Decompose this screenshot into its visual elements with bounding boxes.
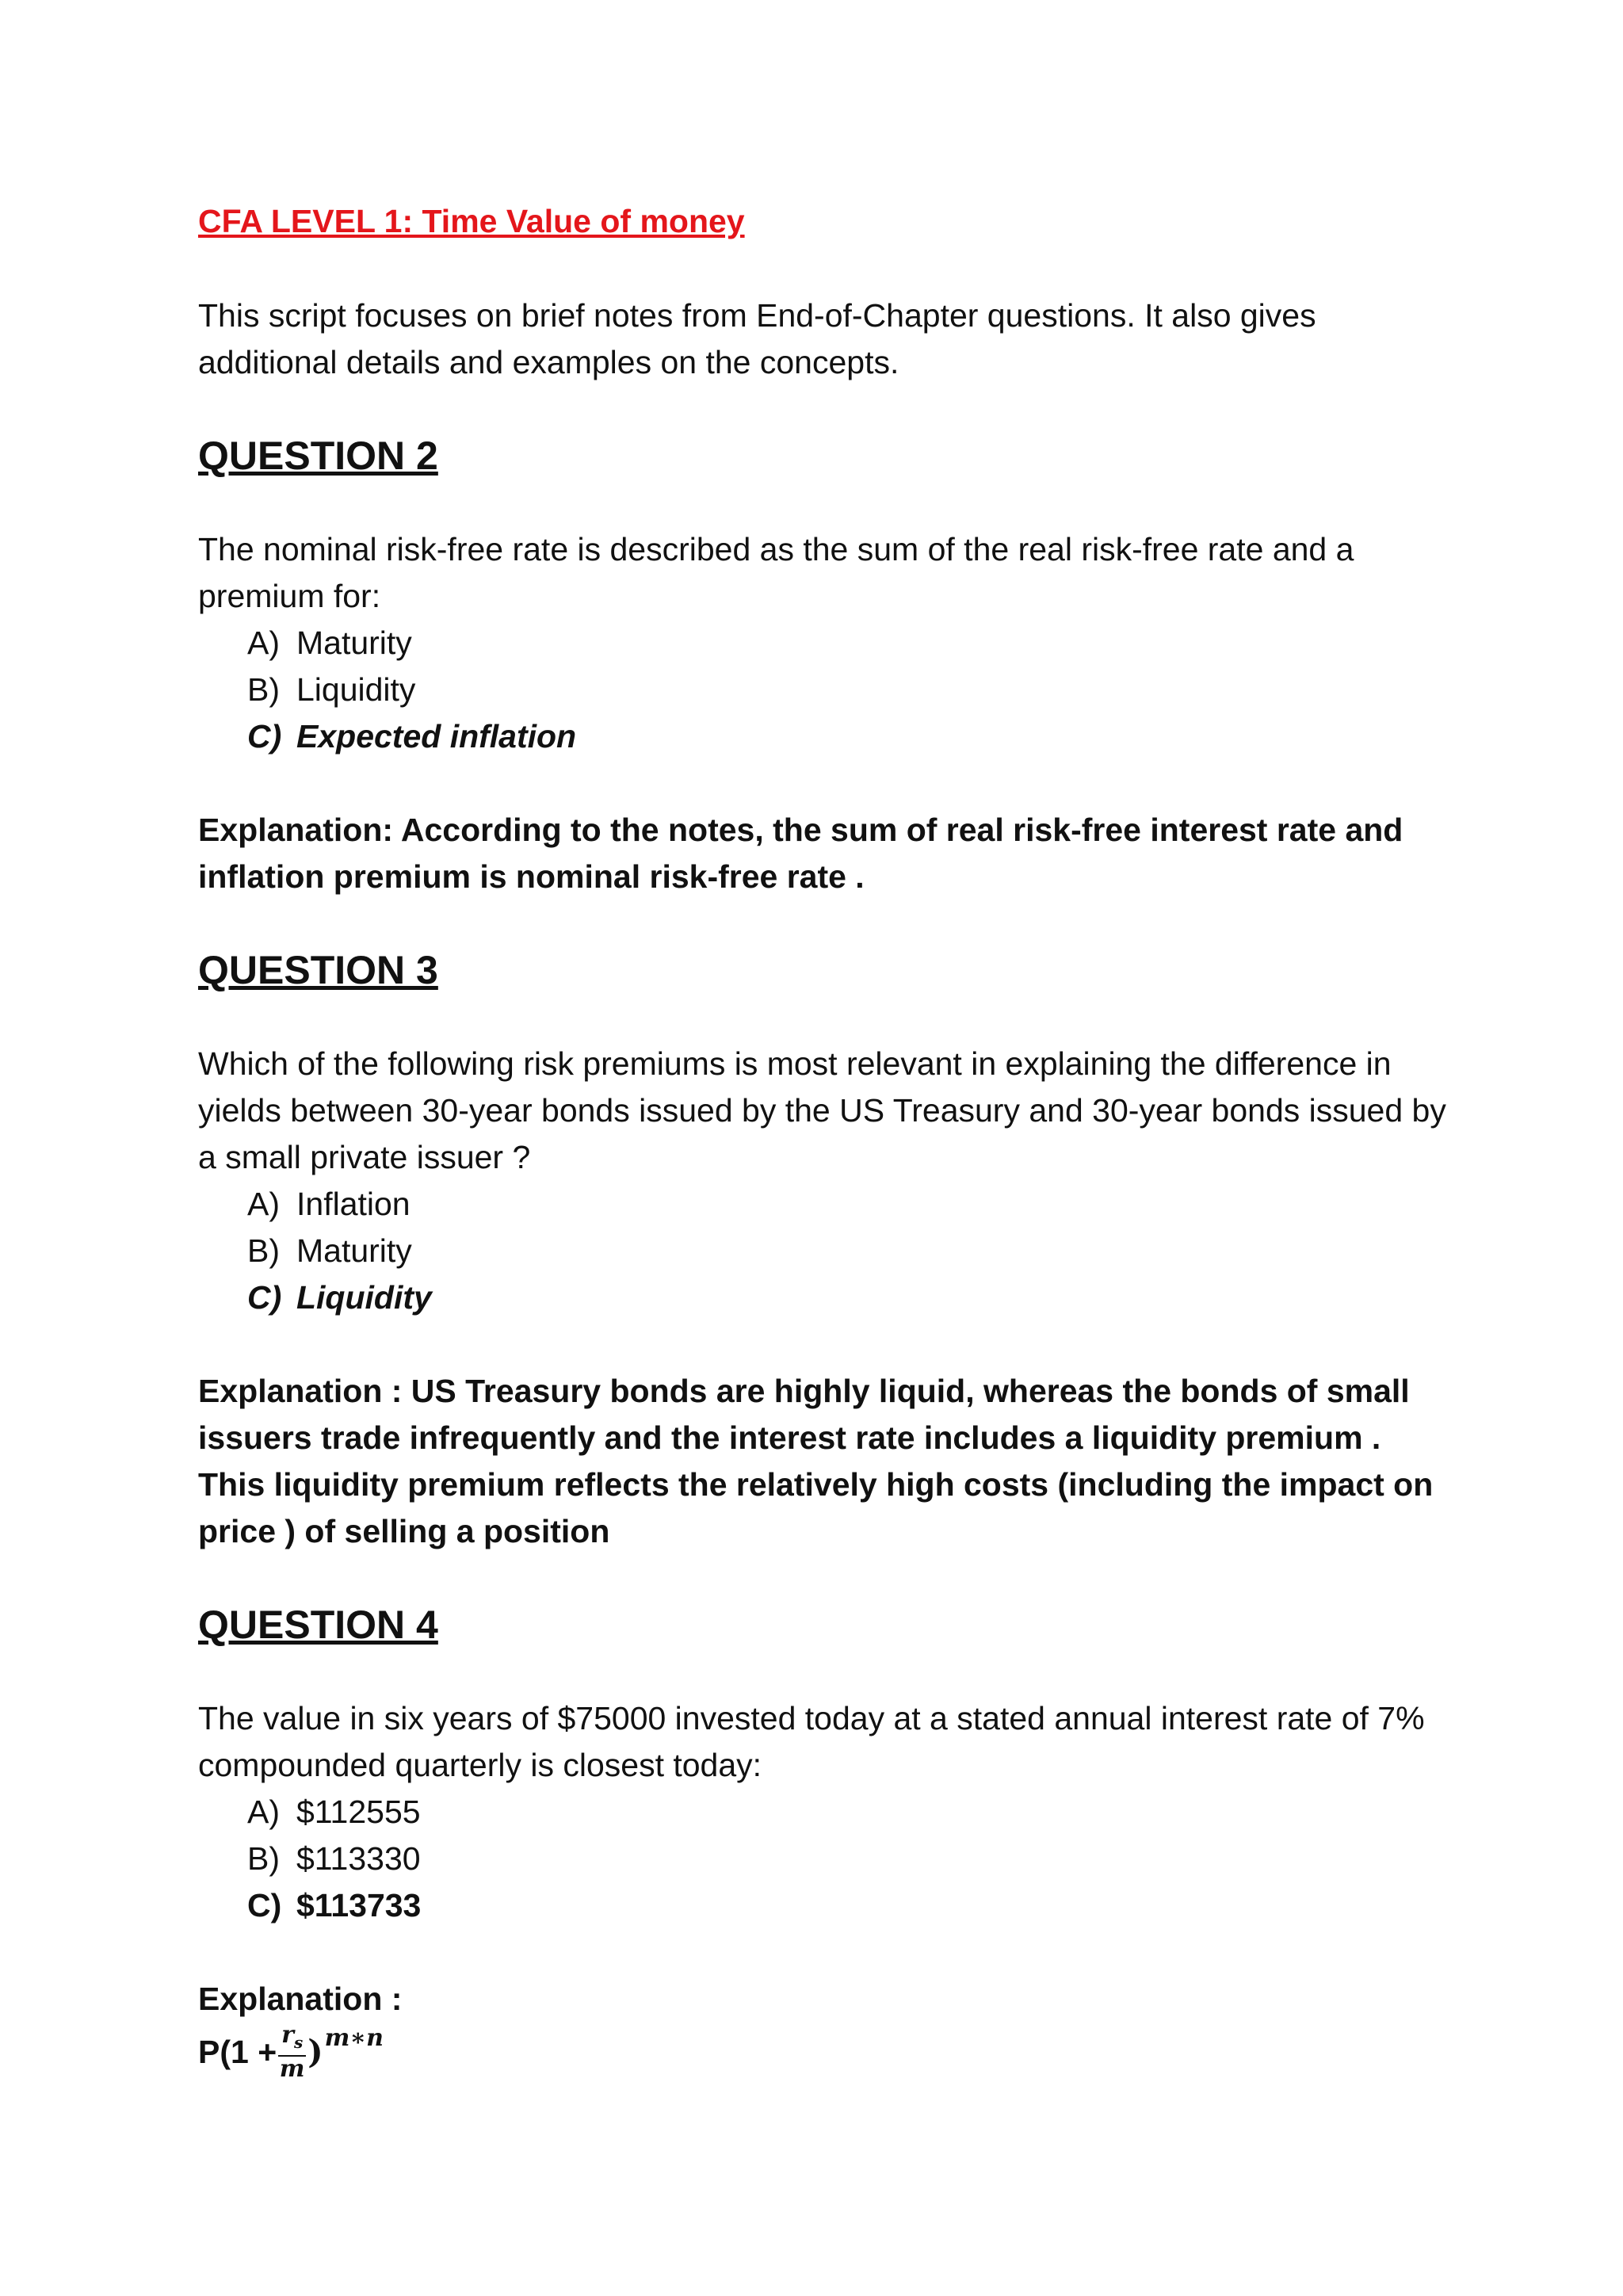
- option-text: Liquidity: [296, 1279, 432, 1316]
- option-letter: B): [247, 671, 280, 708]
- option-letter: A): [247, 625, 280, 661]
- question-heading: QUESTION 3: [198, 948, 438, 992]
- option-list: [198, 620, 1450, 760]
- option-list: [198, 1789, 1450, 1929]
- option-letter: C): [247, 1887, 282, 1924]
- document-title: CFA LEVEL 1: Time Value of money: [198, 203, 745, 239]
- option-c-answer: [247, 1274, 1450, 1321]
- option-letter: B): [247, 1840, 280, 1877]
- question-text: The nominal risk-free rate is described as the sum of the real risk-free rate and a premium for:: [198, 531, 1354, 614]
- option-text: $113330: [296, 1840, 421, 1877]
- explanation-text: Explanation: According to the notes, the sum of real risk-free interest rate and inflation premium is nominal risk-free rate .: [198, 812, 1403, 895]
- explanation-text: Explanation :: [198, 1981, 403, 2017]
- option-text: $112555: [296, 1794, 421, 1830]
- option-letter: C): [247, 718, 282, 755]
- question-2-section: [198, 433, 1450, 900]
- option-c-answer: [247, 713, 1450, 760]
- formula-prefix: P(1 +: [198, 2034, 277, 2070]
- formula-close-paren: ): [307, 2033, 323, 2071]
- question-heading: QUESTION 2: [198, 434, 438, 478]
- formula-fraction: [278, 2023, 306, 2082]
- numerator-subscript: s: [293, 2033, 304, 2052]
- explanation-text: Explanation : US Treasury bonds are highly liquid, whereas the bonds of small issuers trade infrequently and the interest rate includes a liquidity premium . This liquidity premium reflects the relatively high costs (including the impact on price ) of selling a position: [198, 1373, 1434, 1549]
- option-letter: A): [247, 1794, 280, 1830]
- option-b: [247, 1836, 1450, 1882]
- option-text: Maturity: [296, 625, 412, 661]
- option-letter: C): [247, 1279, 282, 1316]
- formula-exponent: m∗n: [324, 2024, 384, 2052]
- option-c-answer: [247, 1882, 1450, 1929]
- question-3-section: [198, 947, 1450, 1555]
- option-text: Inflation: [296, 1186, 411, 1222]
- formula-numerator: [278, 2023, 306, 2057]
- option-list: [198, 1181, 1450, 1321]
- question-text: The value in six years of $75000 invested today at a stated annual interest rate of 7% compounded quarterly is closest today:: [198, 1700, 1425, 1783]
- compound-interest-formula: [198, 2023, 1450, 2082]
- option-a: [247, 620, 1450, 667]
- document-page: [198, 198, 1450, 2082]
- option-b: [247, 1228, 1450, 1274]
- option-text: Expected inflation: [296, 718, 577, 755]
- option-text: Liquidity: [296, 671, 416, 708]
- option-text: Maturity: [296, 1232, 412, 1269]
- option-a: [247, 1181, 1450, 1228]
- option-text: $113733: [296, 1887, 422, 1924]
- question-4-section: [198, 1602, 1450, 2082]
- numerator-symbol: r: [281, 2021, 294, 2049]
- option-letter: A): [247, 1186, 280, 1222]
- option-letter: B): [247, 1232, 280, 1269]
- question-heading: QUESTION 4: [198, 1603, 438, 1647]
- formula-denominator: m: [279, 2055, 305, 2083]
- option-a: [247, 1789, 1450, 1836]
- option-b: [247, 667, 1450, 713]
- intro-paragraph: This script focuses on brief notes from End-of-Chapter questions. It also gives additional details and examples on the concepts.: [198, 297, 1316, 380]
- question-text: Which of the following risk premiums is most relevant in explaining the difference in yields between 30-year bonds issued by the US Treasury and 30-year bonds issued by a small private issuer ?: [198, 1045, 1446, 1175]
